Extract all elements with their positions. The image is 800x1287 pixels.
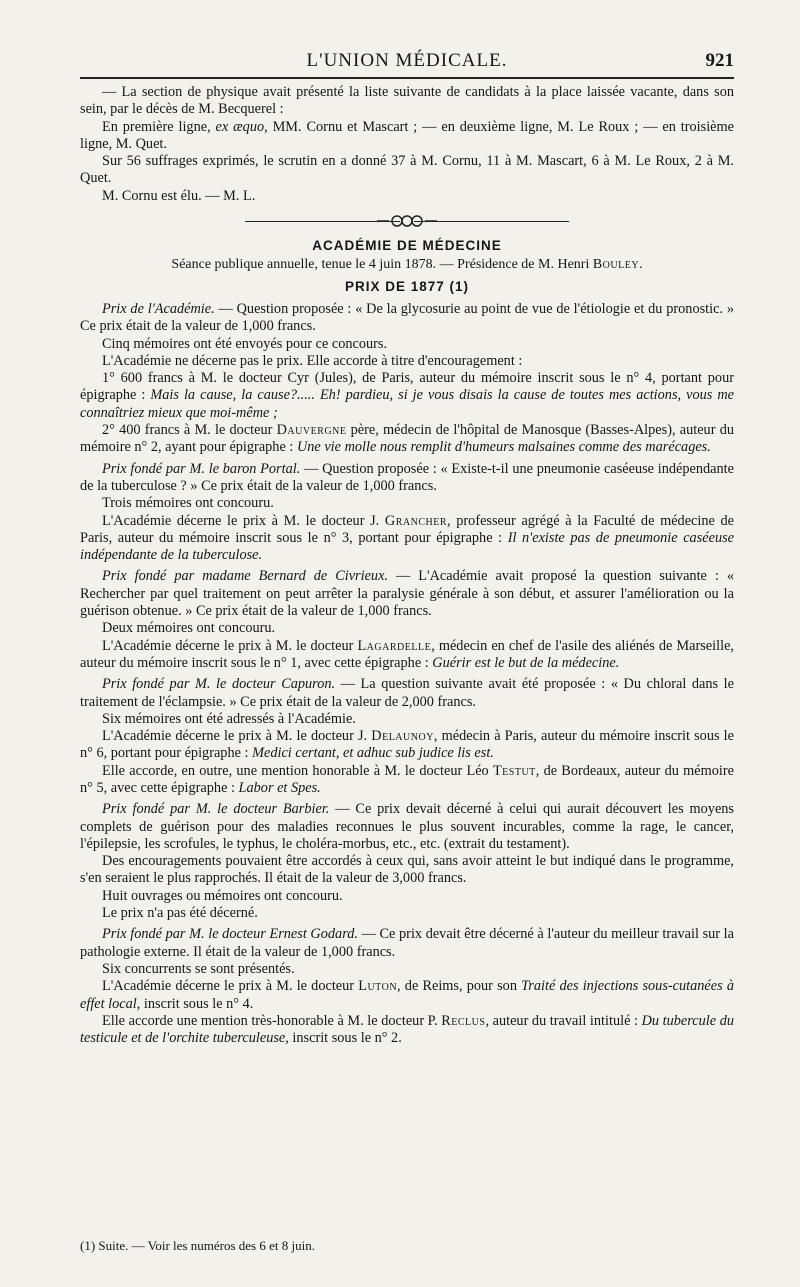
paragraph: Prix fondé par M. le docteur Ernest Godard. — Ce prix devait être décerné à l'auteur du meilleur travail sur la pathologie externe. Il était de la valeur de 1,000 francs. (80, 926, 734, 960)
paragraph: Prix fondé par M. le docteur Barbier. — Ce prix devait décerné à celui qui aurait découvert les moyens complets de guérison pour des maladies reconnues le plus souvent incurables, comme la rage, le cancer, l'épilepsie, les scrofules, le typhus, le choléra-morbus, etc., etc. (extrait du testament). (80, 801, 735, 852)
paragraph: Six mémoires ont été adressés à l'Académie. (102, 710, 356, 727)
paragraph: En première ligne, ex æquo, MM. Cornu et Mascart ; — en deuxième ligne, M. Le Roux ; — en troisième ligne, M. Quet. (80, 118, 734, 152)
text-column (80, 84, 734, 1047)
paragraph: — La section de physique avait présenté la liste suivante de candidats à la place laissée vacante, dans son sein, par le décès de M. Becquerel : (80, 84, 734, 118)
prize-heading: PRIX DE 1877 (1) (344, 278, 470, 294)
header-rule (80, 77, 734, 79)
paragraph: 1° 600 francs à M. le docteur Cyr (Jules), de Paris, auteur du mémoire inscrit sous le n° 4, portant pour épigraphe : Mais la cause, la cause?..... Eh! pardieu, si je vous disais la cause de toutes mes actions, vous me connaîtriez mieux que moi-même ; (80, 370, 734, 421)
page-header (80, 46, 734, 76)
ornamental-divider (80, 209, 734, 235)
paragraph: Sur 56 suffrages exprimés, le scrutin en a donné 37 à M. Cornu, 11 à M. Mascart, 6 à M. Le Roux, 2 à M. Quet. (80, 153, 734, 187)
paragraph: L'Académie décerne le prix à M. le docteur J. Delaunoy, médecin à Paris, auteur du mémoire inscrit sous le n° 6, portant pour épigraphe : Medici certant, et adhuc sub judice lis est. (80, 728, 734, 762)
paragraph: L'Académie ne décerne pas le prix. Elle accorde à titre d'encouragement : (102, 352, 523, 369)
footnote: (1) Suite. — Voir les numéros des 6 et 8 juin. (80, 1238, 315, 1253)
paragraph: Elle accorde, en outre, une mention honorable à M. le docteur Léo Testut, de Bordeaux, auteur du mémoire n° 5, avec cette épigraphe : Labor et Spes. (80, 762, 734, 796)
paragraph: Huit ouvrages ou mémoires ont concouru. (102, 887, 343, 904)
page-number: 921 (705, 50, 734, 71)
paragraph: Elle accorde une mention très-honorable à M. le docteur P. Reclus, auteur du travail intitulé : Du tubercule du testicule et de l'orchite tuberculeuse, inscrit sous le n° 2. (80, 1012, 734, 1047)
paragraph: Deux mémoires ont concouru. (102, 620, 276, 637)
paragraph: Prix de l'Académie. — Question proposée : « De la glycosurie au point de vue de l'étiologie et du pronostic. » Ce prix était de la valeur de 1,000 francs. (80, 300, 734, 335)
paragraph: Six concurrents se sont présentés. (102, 960, 295, 977)
paragraph: M. Cornu est élu. — M. L. (102, 187, 256, 204)
paragraph: 2° 400 francs à M. le docteur Dauvergne père, médecin de l'hôpital de Manosque (Basses-Alpes), auteur du mémoire n° 2, ayant pour épigraphe : Une vie molle nous remplit d'humeurs malsaines comme des marécages. (80, 422, 734, 456)
paragraph: Des encouragements pouvaient être accordés à ceux qui, sans avoir atteint le but indiqué dans le programme, s'en seraient le plus rapprochés. Il était de la valeur de 3,000 francs. (80, 853, 734, 887)
paragraph: Le prix n'a pas été décerné. (102, 905, 258, 922)
paragraph: Trois mémoires ont concouru. (102, 495, 274, 512)
paragraph: L'Académie décerne le prix à M. le docteur Lagardelle, médecin en chef de l'asile des aliénés de Marseille, auteur du mémoire inscrit sous le n° 1, avec cette épigraphe : Guérir est le but de la médecine. (80, 637, 734, 671)
paragraph: L'Académie décerne le prix à M. le docteur Luton, de Reims, pour son Traité des injections sous-cutanées à effet local, inscrit sous le n° 4. (80, 978, 734, 1012)
running-title: L'UNION MÉDICALE. (306, 50, 508, 71)
section-subtitle: Séance publique annuelle, tenue le 4 juin 1878. — Présidence de M. Henri Bouley. (171, 257, 643, 273)
paragraph: Cinq mémoires ont été envoyés pour ce concours. (102, 335, 388, 352)
paragraph: Prix fondé par M. le baron Portal. — Question proposée : « Existe-t-il une pneumonie caséeuse indépendante de la tuberculose ? » Ce prix était de la valeur de 1,000 francs. (80, 460, 734, 494)
paragraph: Prix fondé par madame Bernard de Civrieux. — L'Académie avait proposé la question suivante : « Rechercher par quel traitement on peut arrêter la paralysie générale à son début, et assurer l'amélioration ou la guérison obtenue. » Ce prix était de la valeur de 1,000 francs. (80, 568, 734, 620)
paragraph: L'Académie décerne le prix à M. le docteur J. Grancher, professeur agrégé à la Faculté de médecine de Paris, auteur du mémoire inscrit sous le n° 3, portant pour épigraphe : Il n'existe pas de pneumonie caséeuse indépendante de la tuberculose. (80, 512, 735, 564)
paragraph: Prix fondé par M. le docteur Capuron. — La question suivante avait été proposée : « Du chloral dans le traitement de l'éclampsie. » Ce prix était de la valeur de 2,000 francs. (80, 676, 734, 710)
section-title: ACADÉMIE DE MÉDECINE (312, 238, 502, 254)
